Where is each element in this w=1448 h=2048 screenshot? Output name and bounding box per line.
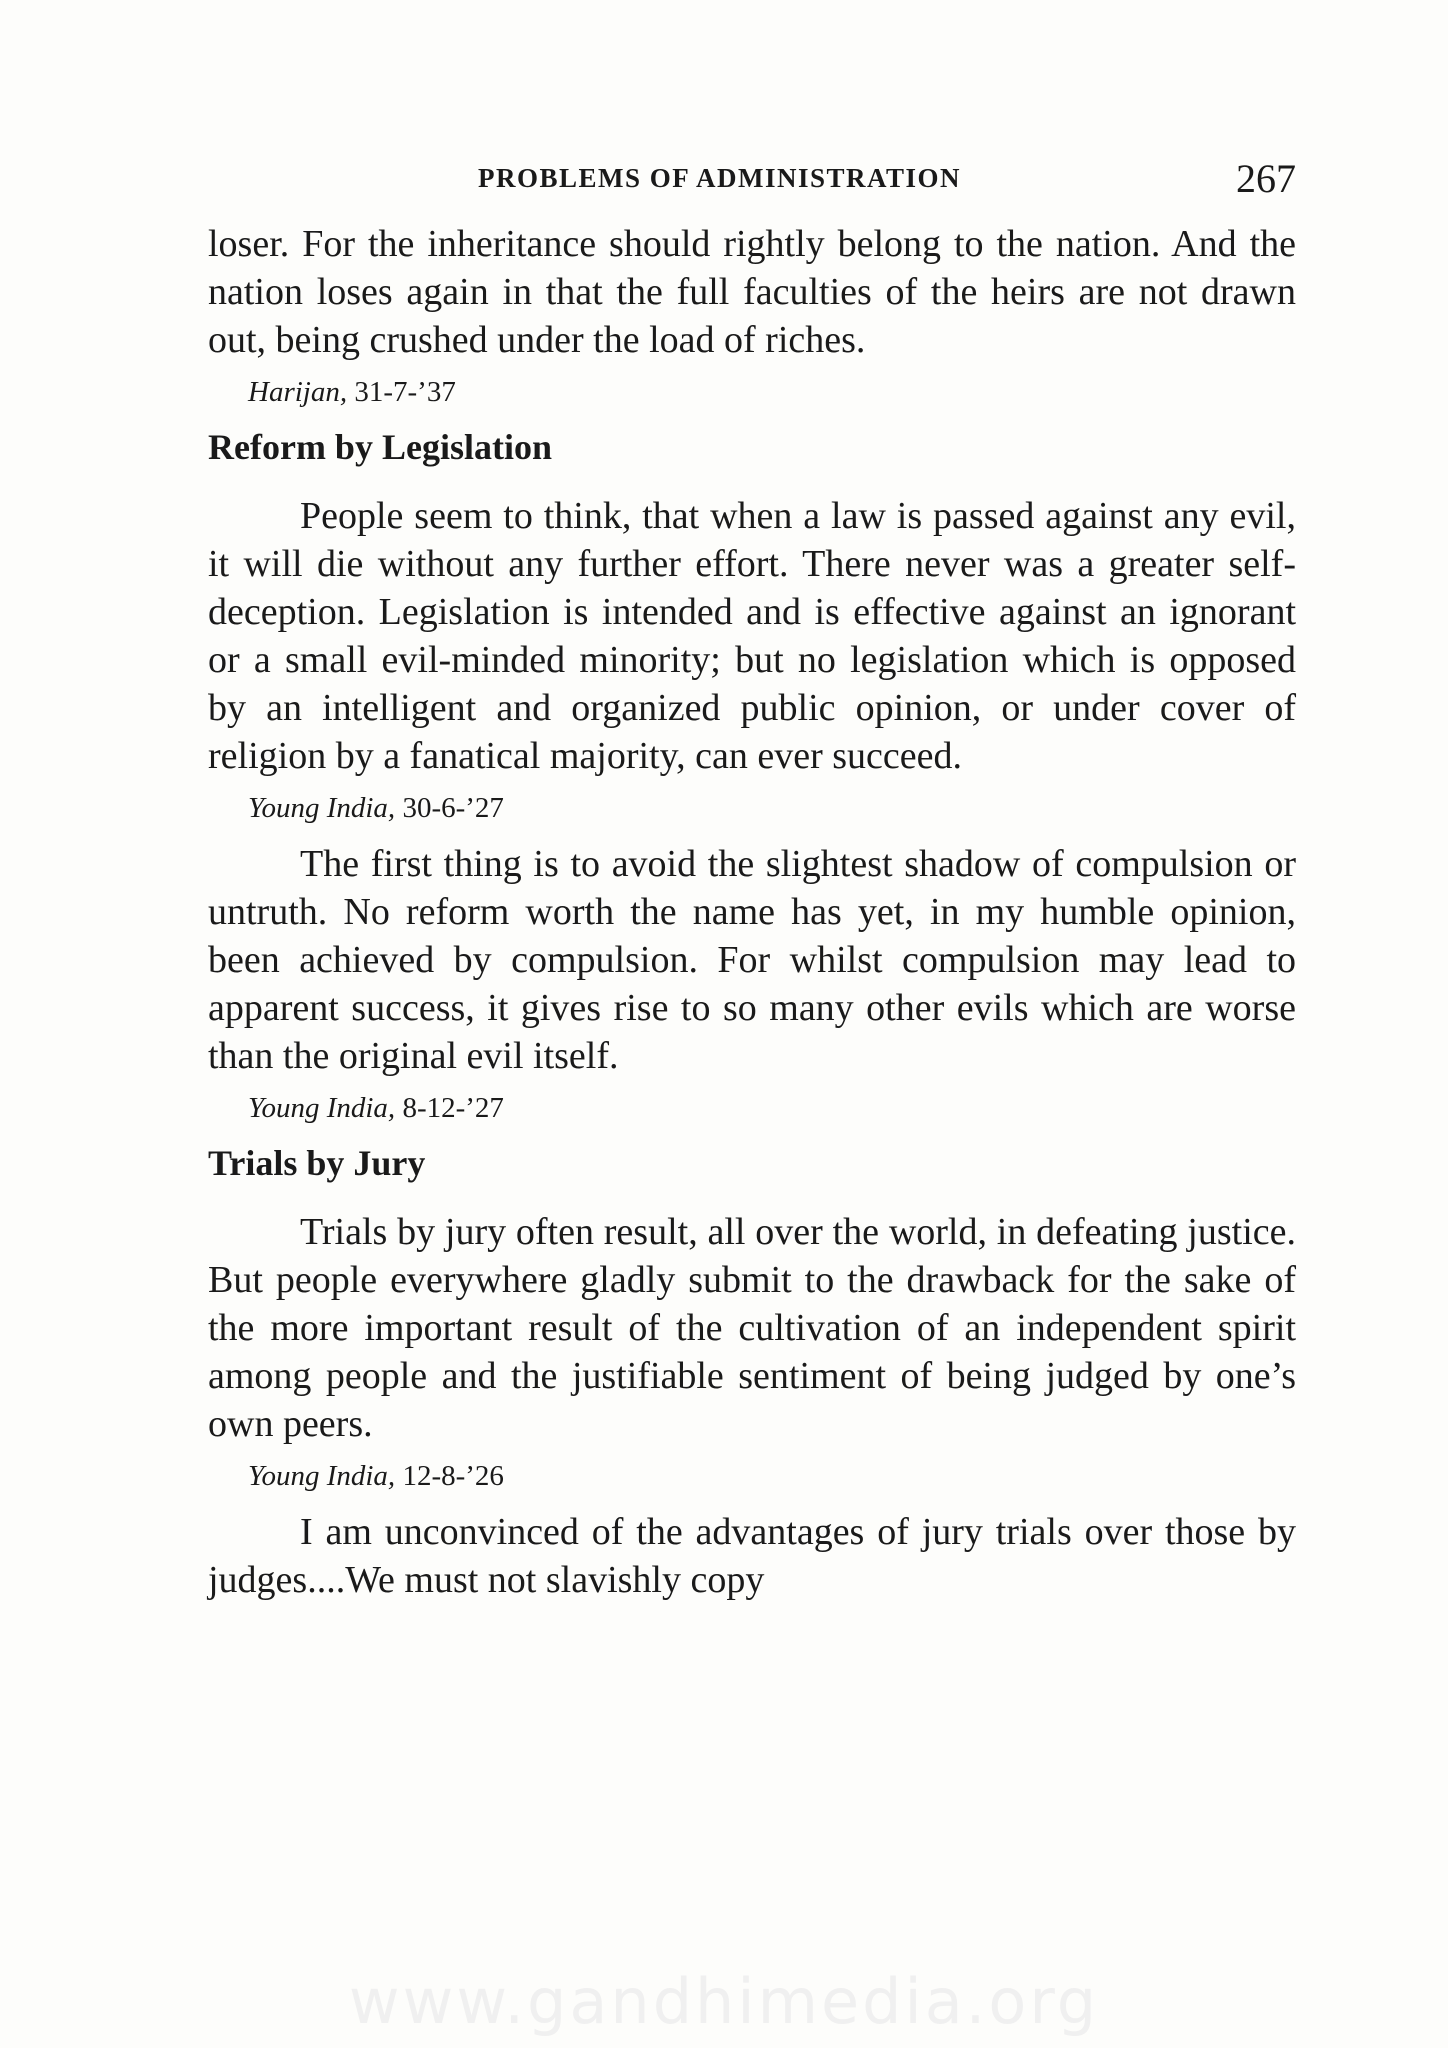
running-head: [208, 155, 1296, 205]
section-heading-trials-by-jury: Trials by Jury: [208, 1143, 426, 1183]
running-head-title: PROBLEMS OF ADMINISTRATION: [478, 163, 962, 193]
page-number: 267: [1236, 156, 1296, 201]
source-publication: Harijan,: [248, 376, 348, 408]
source-citation: [248, 1454, 1296, 1498]
paragraph-jury-trials: Trials by jury often result, all over the world, in defeating justice. But people everywhere gladly submit to the drawback for the sake of the more important result of the cultivation of an independent spirit among people and the justifiable sentiment of being judged by one’s own peers.: [208, 1211, 1296, 1445]
source-citation: [248, 370, 1296, 414]
source-citation: [248, 1086, 1296, 1130]
source-citation: [248, 786, 1296, 830]
paragraph-unconvinced: I am unconvinced of the advantages of jury trials over those by judges....We must not slavishly copy: [208, 1511, 1296, 1601]
watermark: www.gandhimedia.org: [348, 1965, 1100, 2038]
paragraph-legislation: People seem to think, that when a law is passed against any evil, it will die without any further effort. There never was a greater self-deception. Legislation is intended and is effective against an ignorant or a small evil-minded minority; but no legislation which is opposed by an intelligent and organized public opinion, or under cover of religion by a fanatical majority, can ever succeed.: [208, 495, 1296, 777]
source-date: 8-12-’27: [402, 1092, 504, 1124]
source-date: 30-6-’27: [402, 792, 504, 824]
source-publication: Young India,: [248, 1460, 396, 1492]
source-publication: Young India,: [248, 1092, 396, 1124]
body-text: [208, 220, 1296, 1604]
paragraph-inheritance: loser. For the inheritance should rightly belong to the nation. And the nation loses again in that the full faculties of the heirs are not drawn out, being crushed under the load of riches.: [208, 223, 1296, 361]
source-date: 12-8-’26: [402, 1460, 504, 1492]
section-heading-reform-by-legislation: Reform by Legislation: [208, 427, 552, 467]
source-publication: Young India,: [248, 792, 396, 824]
source-date: 31-7-’37: [354, 376, 456, 408]
paragraph-compulsion: The first thing is to avoid the slightest shadow of compulsion or untruth. No reform worth the name has yet, in my humble opinion, been achieved by compulsion. For whilst compulsion may lead to apparent success, it gives rise to so many other evils which are worse than the original evil itself.: [208, 843, 1296, 1077]
